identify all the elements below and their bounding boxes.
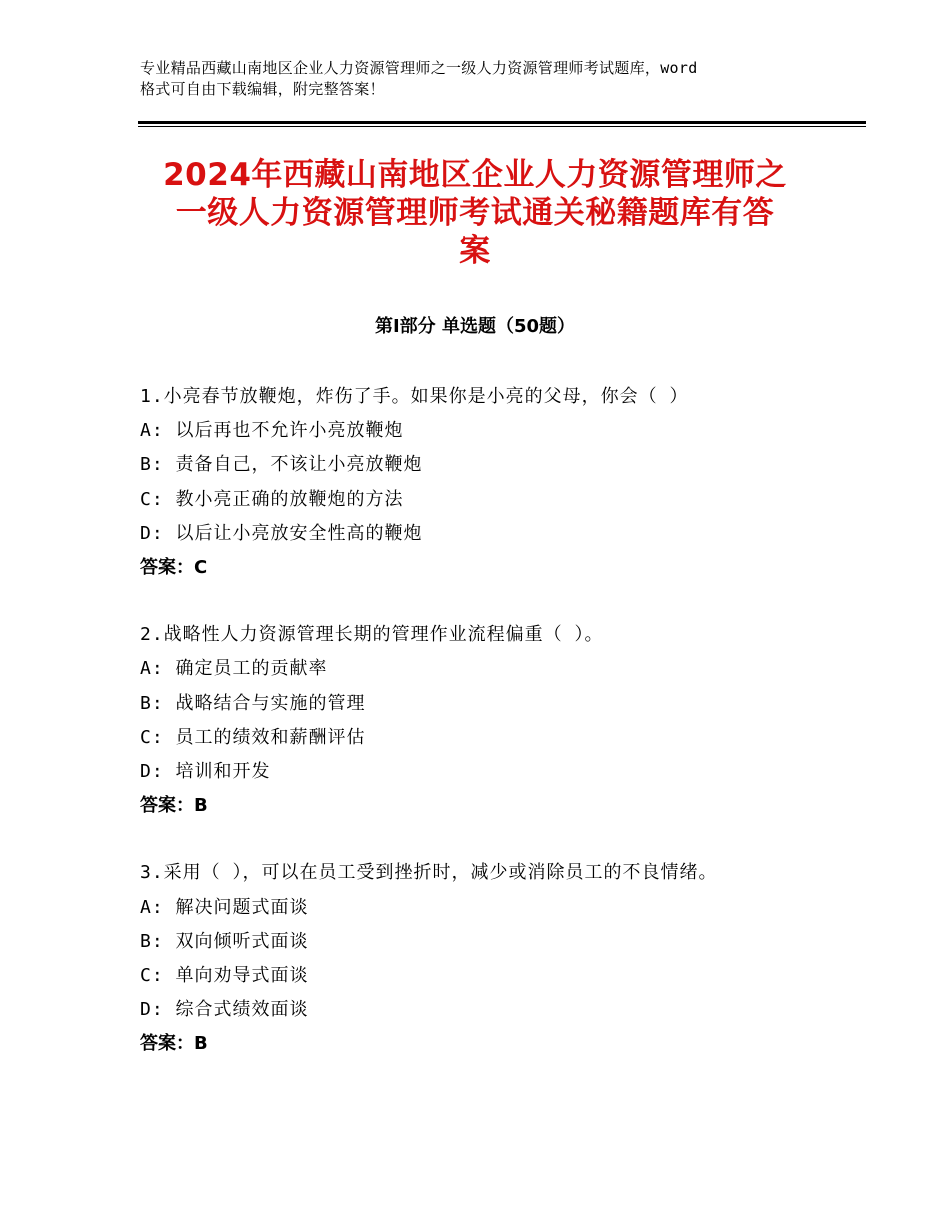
- title-line-3: 案: [459, 233, 491, 269]
- question-1: [140, 380, 860, 585]
- header-divider-thick: [138, 121, 866, 124]
- option-c: C: 教小亮正确的放鞭炮的方法: [140, 488, 404, 510]
- header-line-2: 格式可自由下载编辑，附完整答案！: [140, 80, 385, 98]
- option-d: D: 培训和开发: [140, 761, 271, 783]
- option-c: C: 员工的绩效和薪酬评估: [140, 726, 366, 748]
- section-title: 第Ⅰ部分 单选题（50题）: [374, 316, 575, 337]
- option-a: A: 确定员工的贡献率: [140, 658, 328, 680]
- question-2: [140, 618, 860, 823]
- option-b: B: 责备自己，不该让小亮放鞭炮: [140, 454, 423, 476]
- option-a: A: 解决问题式面谈: [140, 896, 309, 918]
- option-d: D: 以后让小亮放安全性高的鞭炮: [140, 522, 423, 544]
- title-line-1: 2024年西藏山南地区企业人力资源管理师之: [163, 157, 787, 193]
- question-stem: 3.采用（ ），可以在员工受到挫折时，减少或消除员工的不良情绪。: [140, 862, 718, 884]
- question-stem: 2.战略性人力资源管理长期的管理作业流程偏重（ ）。: [140, 624, 604, 646]
- question-stem: 1.小亮春节放鞭炮，炸伤了手。如果你是小亮的父母，你会（ ）: [140, 386, 689, 407]
- answer: 答案：B: [140, 1033, 208, 1055]
- option-a: A: 以后再也不允许小亮放鞭炮: [140, 420, 404, 442]
- question-list: [140, 380, 860, 1095]
- option-c: C: 单向劝导式面谈: [140, 965, 309, 987]
- answer: 答案：C: [140, 557, 208, 579]
- header-line-1: 专业精品西藏山南地区企业人力资源管理师之一级人力资源管理师考试题库，word: [140, 59, 698, 77]
- answer: 答案：B: [140, 795, 208, 817]
- option-b: B: 双向倾听式面谈: [140, 930, 309, 952]
- header-divider-thin: [138, 126, 866, 127]
- option-b: B: 战略结合与实施的管理: [140, 692, 366, 714]
- question-3: [140, 856, 860, 1061]
- title-line-2: 一级人力资源管理师考试通关秘籍题库有答: [175, 195, 775, 231]
- option-d: D: 综合式绩效面谈: [140, 999, 309, 1021]
- document-title: [120, 156, 830, 270]
- header-note: [140, 58, 830, 100]
